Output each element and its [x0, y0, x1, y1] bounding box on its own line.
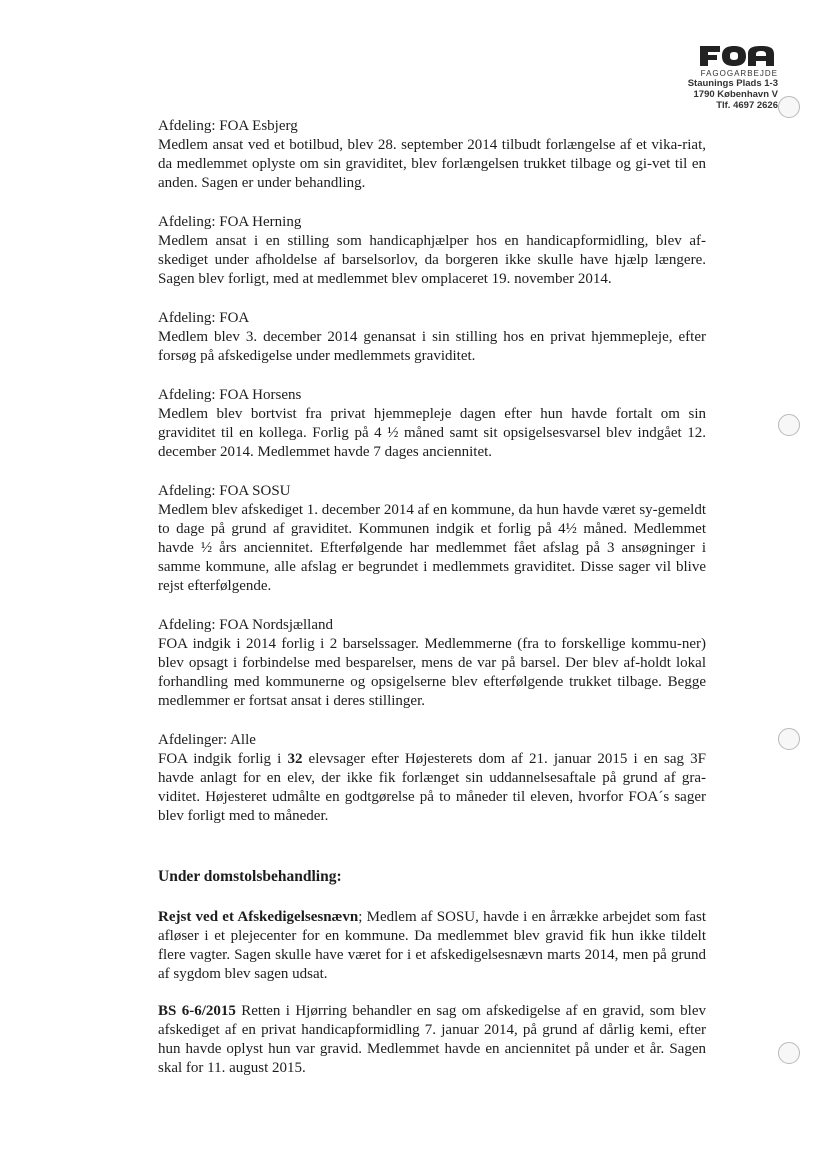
section-heading: Under domstolsbehandling: — [158, 868, 342, 885]
foa-logo — [698, 44, 778, 68]
court-case-paragraph — [158, 1002, 706, 1078]
department-label: Afdeling: FOA SOSU — [158, 483, 291, 499]
punch-hole — [778, 728, 800, 750]
punch-hole — [778, 1042, 800, 1064]
case-description: Medlem ansat ved et botilbud, blev 28. september 2014 tilbudt forlængelse af et vika-riat, da medlemmet oplyste om sin graviditet, blev forlængelsen trukket tilbage og gi-vet til en anden. Sagen er under behandling. — [158, 137, 706, 191]
case-text-post: elevsager efter Højesterets dom af 21. januar 2015 i en sag 3F havde anlagt for en elev, der ikke fik forlænget sin uddannelsesaftale på grund af gra-viditet. Højesteret udmålte en godtgørelse på to måneder til eleven, hvorfor FOA´s sager blev forligt med to måneder. — [158, 751, 706, 824]
court-case-text: Retten i Hjørring behandler en sag om afskedigelse af en gravid, som blev afskediget af en privat handicapformidling 7. januar 2014, på grund af dårlig kemi, efter hun havde oplyst hun var gravid. Medlemmet havde en anciennitet på under et år. Sagen skal for 11. august 2015. — [158, 1003, 706, 1076]
case-text-pre: FOA indgik forlig i — [158, 751, 288, 767]
department-label: Afdeling: FOA Nordsjælland — [158, 617, 333, 633]
case-description: Medlem blev 3. december 2014 genansat i sin stilling hos en privat hjemmepleje, efter forsøg på afskedigelse under medlemmets graviditet. — [158, 329, 706, 364]
case-entry — [158, 616, 706, 711]
case-entry — [158, 117, 706, 193]
case-description: Medlem blev afskediget 1. december 2014 af en kommune, da hun havde været sy-gemeldt to dage på grund af graviditet. Kommunen indgik et forlig på 4½ måned. Medlemmet havde ½ års anciennitet. Efterfølgende har medlemmet fået afslag på 3 ansøgninger i samme kommune, alle afslag er begrundet i medlemmets graviditet. Disse sager vil blive rejst efterfølgende. — [158, 502, 706, 594]
case-description: FOA indgik i 2014 forlig i 2 barselssager. Medlemmerne (fra to forskellige kommu-ner) blev opsagt i forbindelse med besparelser, mens de var på barsel. Der blev af-holdt lokal forhandling med kommunerne og opsigelserne blev efterfølgende trukket tilbage. Begge medlemmer er fortsat ansat i deres stillinger. — [158, 636, 706, 709]
court-case-number: BS 6-6/2015 — [158, 1003, 236, 1019]
logo-subtitle: FAGOGARBEJDE — [700, 69, 778, 78]
case-entry — [158, 731, 706, 826]
address-line-2: 1790 København V — [693, 89, 778, 100]
case-description: Medlem ansat i en stilling som handicaphjælper hos en handicapformidling, blev af-skediget under afholdelse af barselsorlov, da borgeren ikke skulle have hjælp længere. Sagen blev forligt, med at medlemmet blev omplaceret 19. november 2014. — [158, 233, 706, 287]
department-label: Afdeling: FOA Herning — [158, 214, 302, 230]
court-case-title: Rejst ved et Afskedigelsesnævn — [158, 909, 359, 925]
case-entry — [158, 213, 706, 289]
case-count: 32 — [287, 751, 303, 767]
department-label: Afdelinger: Alle — [158, 732, 256, 748]
phone-number: Tlf. 4697 2626 — [716, 100, 778, 111]
case-description — [158, 750, 706, 826]
case-entry — [158, 309, 706, 366]
case-entry — [158, 482, 706, 596]
address-line-1: Staunings Plads 1-3 — [687, 78, 778, 89]
department-label: Afdeling: FOA Esbjerg — [158, 118, 298, 134]
case-description: Medlem blev bortvist fra privat hjemmepleje dagen efter hun havde fortalt om sin graviditet til en kollega. Forlig på 4 ½ måned samt sit opsigelsesvarsel blev indgået 12. december 2014. Medlemmet havde 7 dages anciennitet. — [158, 406, 706, 460]
letterhead — [688, 44, 778, 111]
department-label: Afdeling: FOA — [158, 310, 250, 326]
punch-hole — [778, 414, 800, 436]
court-case-paragraph — [158, 908, 706, 984]
document-body — [158, 117, 706, 1096]
punch-hole — [778, 96, 800, 118]
court-case-text: ; Medlem af SOSU, havde i en årrække arbejdet som fast afløser i et plejecenter for en kommune. Da medlemmet blev gravid fik hun ikke tildelt flere vagter. Sagen skulle have været for i et afskedigelsesnævn marts 2014, men på grund af sygdom blev sagen udsat. — [158, 909, 706, 982]
case-entry — [158, 386, 706, 462]
department-label: Afdeling: FOA Horsens — [158, 387, 302, 403]
